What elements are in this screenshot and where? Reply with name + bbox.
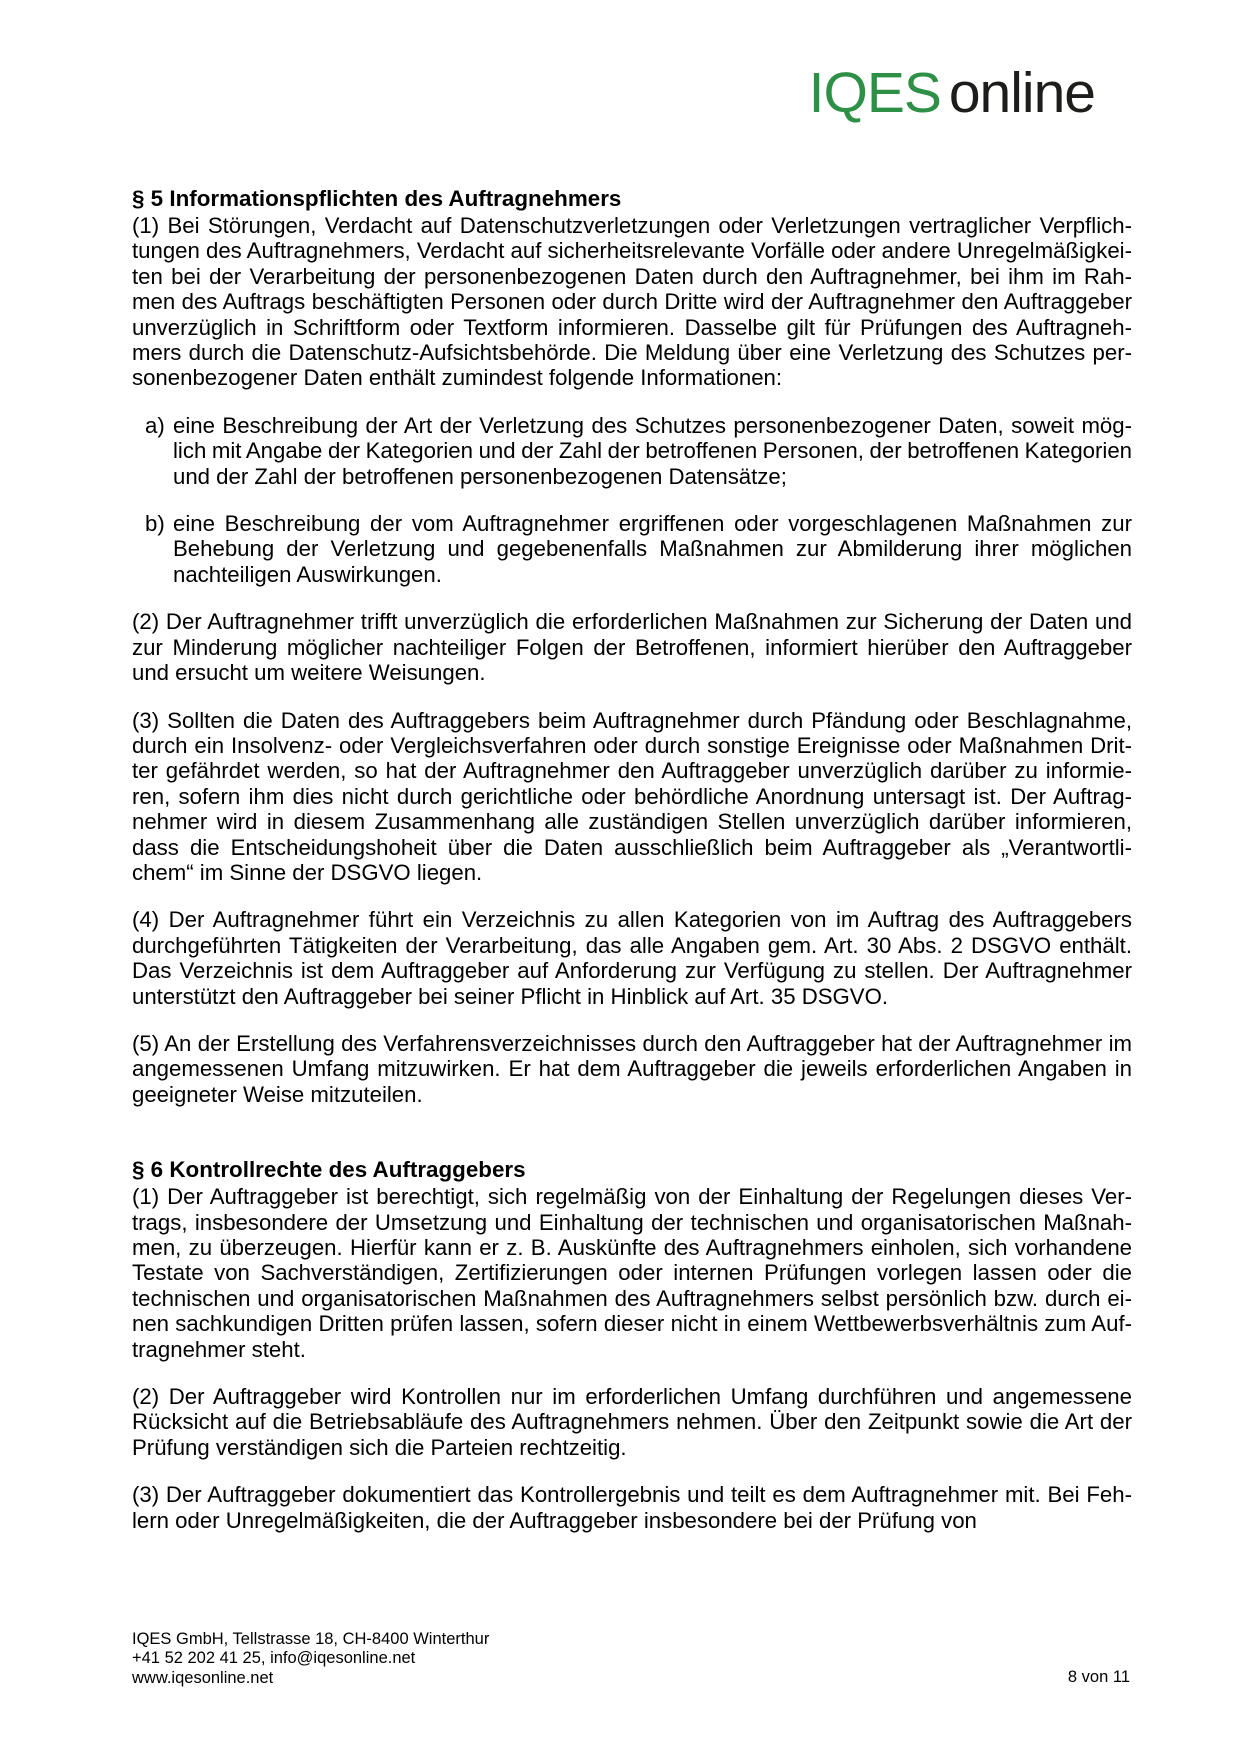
footer-address: IQES GmbH, Tellstrasse 18, CH-8400 Winterthur (132, 1630, 490, 1648)
list-marker-b: b) (145, 511, 165, 537)
text-line: (1) Bei Störungen, Verdacht auf Datenschutzverletzungen oder Verletzungen vertraglicher Verpflich- (132, 213, 1132, 238)
text-line: Testate von Sachverständigen, Zertifizierungen oder internen Prüfungen vorlegen lassen oder die (132, 1260, 1132, 1286)
text-line: technischen und organisatorischen Maßnahmen des Auftragnehmers selbst persönlich bzw. durch ei- (132, 1285, 1132, 1311)
text-line: nachteiligen Auswirkungen. (173, 561, 442, 587)
text-line: ren, sofern ihm dies nicht durch gerichtliche oder behördliche Anordnung untersagt ist. Der Auftrag- (132, 783, 1132, 809)
text-line: (2) Der Auftragnehmer trifft unverzüglich die erforderlichen Maßnahmen zur Sicherung der Daten und (132, 609, 1132, 635)
paragraph-5-1 (132, 213, 1132, 391)
text-line: und der Zahl der betroffenen personenbezogenen Datensätze; (173, 463, 787, 489)
paragraph-6-1 (132, 1184, 1132, 1362)
text-line: unverzüglich in Schriftform oder Textform informieren. Dasselbe gilt für Prüfungen des Auftragneh- (132, 314, 1132, 340)
text-line: chem“ im Sinne der DSGVO liegen. (132, 859, 483, 885)
page-footer (132, 1630, 489, 1688)
text-line: dass die Entscheidungshoheit über die Daten ausschließlich beim Auftraggeber als „Verantwortli- (132, 834, 1132, 860)
text-line: ter gefährdet werden, so hat der Auftragnehmer den Auftraggeber unverzüglich darüber zu informie- (132, 758, 1132, 784)
text-line: eine Beschreibung der vom Auftragnehmer ergriffenen oder vorgeschlagenen Maßnahmen zur (173, 511, 1132, 537)
text-line: unterstützt den Auftraggeber bei seiner Pflicht in Hinblick auf Art. 35 DSGVO. (132, 983, 888, 1009)
text-line: (4) Der Auftragnehmer führt ein Verzeichnis zu allen Kategorien von im Auftrag des Auftraggebers (132, 907, 1132, 933)
iqes-online-logo (809, 60, 1095, 126)
text-line: (3) Sollten die Daten des Auftraggebers beim Auftragnehmer durch Pfändung oder Beschlagnahme, (132, 707, 1132, 733)
text-line: (2) Der Auftraggeber wird Kontrollen nur im erforderlichen Umfang durchführen und angemessene (132, 1384, 1132, 1410)
paragraph-5-3 (132, 708, 1132, 886)
section-6-heading: § 6 Kontrollrechte des Auftraggebers (132, 1157, 526, 1183)
list-marker-a: a) (145, 412, 165, 438)
paragraph-5-4 (132, 907, 1132, 1009)
text-line: (5) An der Erstellung des Verfahrensverzeichnisses durch den Auftraggeber hat der Auftragnehmer im (132, 1030, 1132, 1056)
list-item-b (132, 511, 1132, 587)
text-line: angemessenen Umfang mitzuwirken. Er hat dem Auftraggeber die jeweils erforderlichen Angaben in (132, 1056, 1132, 1082)
text-line: Das Verzeichnis ist dem Auftraggeber auf Anforderung zur Verfügung zu stellen. Der Auftragnehmer (132, 958, 1132, 984)
text-line: Rücksicht auf die Betriebsabläufe des Auftragnehmers nehmen. Über den Zeitpunkt sowie die Art der (132, 1409, 1132, 1435)
text-line: eine Beschreibung der Art der Verletzung des Schutzes personenbezogener Daten, soweit mög- (173, 412, 1132, 438)
text-line: mers durch die Datenschutz-Aufsichtsbehörde. Die Meldung über eine Verletzung des Schutzes per- (132, 340, 1132, 366)
paragraph-5-5 (132, 1031, 1132, 1107)
section-5-heading: § 5 Informationspflichten des Auftragnehmers (132, 186, 622, 211)
logo-brand-text: IQES (808, 61, 941, 125)
text-line: men, zu überzeugen. Hierfür kann er z. B. Auskünfte des Auftragnehmers einholen, sich vorhandene (132, 1235, 1132, 1260)
footer-contact: +41 52 202 41 25, info@iqesonline.net (132, 1649, 416, 1668)
text-line: durchgeführten Tätigkeiten der Verarbeitung, das alle Angaben gem. Art. 30 Abs. 2 DSGVO enthält. (132, 932, 1132, 958)
text-line: nehmer wird in diesem Zusammenhang alle zuständigen Stellen unverzüglich darüber informieren, (132, 809, 1132, 835)
text-line: Prüfung verständigen sich die Parteien rechtzeitig. (132, 1434, 627, 1460)
paragraph-6-2 (132, 1384, 1132, 1460)
paragraph-5-2 (132, 609, 1132, 685)
text-line: ten bei der Verarbeitung der personenbezogenen Daten durch den Auftragnehmer, bei ihm im Rah- (132, 263, 1132, 289)
text-line: nen sachkundigen Dritten prüfen lassen, sofern dieser nicht in einem Wettbewerbsverhältnis zum Auf- (132, 1311, 1132, 1337)
text-line: lich mit Angabe der Kategorien und der Zahl der betroffenen Personen, der betroffenen Kategorien (173, 438, 1132, 464)
text-line: lern oder Unregelmäßigkeiten, die der Auftraggeber insbesondere bei der Prüfung von (132, 1507, 977, 1533)
text-line: geeigneter Weise mitzuteilen. (132, 1081, 423, 1107)
text-line: sonenbezogener Daten enthält zumindest folgende Informationen: (132, 365, 783, 391)
list-item-a (132, 413, 1132, 489)
footer-website: www.iqesonline.net (132, 1668, 274, 1687)
text-line: (3) Der Auftraggeber dokumentiert das Kontrollergebnis und teilt es dem Auftragnehmer mit. Bei Feh- (132, 1482, 1132, 1508)
text-line: durch ein Insolvenz- oder Vergleichsverfahren oder durch sonstige Ereignisse oder Maßnahmen Drit- (132, 732, 1132, 758)
page-number: 8 von 11 (1067, 1668, 1130, 1686)
text-line: zur Minderung möglicher nachteiliger Folgen der Betroffenen, informiert hierüber den Auftraggeber (132, 634, 1132, 660)
logo-suffix-text: online (948, 61, 1095, 125)
text-line: trags, insbesondere der Umsetzung und Einhaltung der technischen und organisatorischen Maßnah- (132, 1209, 1132, 1235)
text-line: tungen des Auftragnehmers, Verdacht auf sicherheitsrelevante Vorfälle oder andere Unregelmäßigkei- (132, 238, 1132, 264)
document-body (132, 186, 1132, 1555)
text-line: tragnehmer steht. (132, 1336, 306, 1362)
text-line: men des Auftrags beschäftigten Personen oder durch Dritte wird der Auftragnehmer den Auftraggeber (132, 289, 1132, 315)
text-line: und ersucht um weitere Weisungen. (132, 660, 486, 686)
text-line: Behebung der Verletzung und gegebenenfalls Maßnahmen zur Abmilderung ihrer möglichen (173, 536, 1132, 562)
paragraph-6-3 (132, 1482, 1132, 1533)
text-line: (1) Der Auftraggeber ist berechtigt, sich regelmäßig von der Einhaltung der Regelungen dieses Ver- (132, 1184, 1132, 1210)
